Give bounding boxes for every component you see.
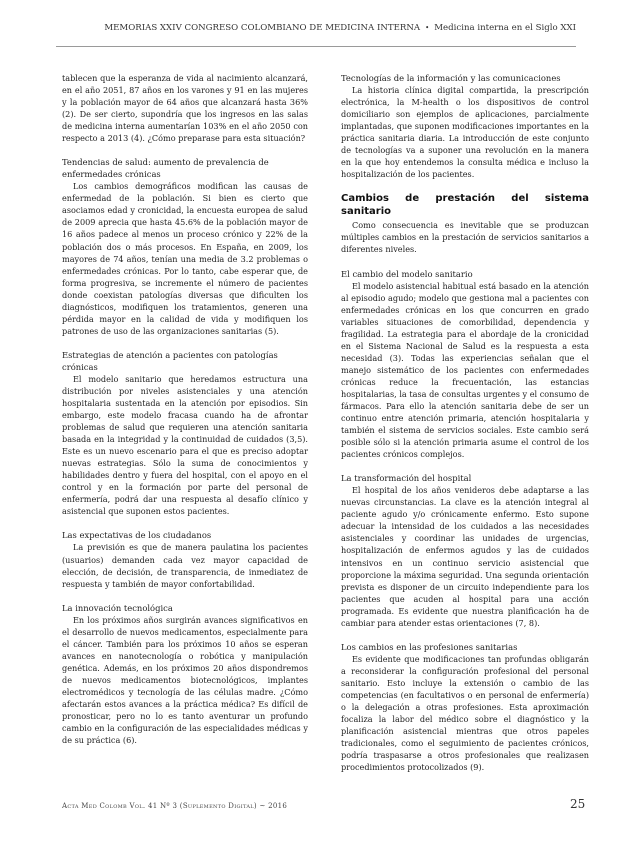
paragraph: En los próximos años surgirán avances significativos en el desarrollo de nuevos medicamentos, especialmente para el cáncer. También para los próximos 10 años se esperan avances en nanotecnología o robótica y manipulación genética. Además, en los próximos 20 años dispondremos de nuevos medicamentos biotecnológicos, implantes electromédicos y tecnología de las células madre. ¿Cómo afectarán estos avances a la práctica médica? Es difícil de pronosticar, pero no lo es tanto aventurar un profundo cambio en la configuración de las especialidades médicas y de su práctica (6). <box>62 614 308 746</box>
journal-citation-text: Acta Med Colomb Vol. 41 Nº 3 (Suplemento Digital) ~ 2016 <box>62 802 288 810</box>
header-title: MEMORIAS XXIV CONGRESO COLOMBIANO DE MEDICINA INTERNA <box>104 23 421 33</box>
paragraph: El hospital de los años venideros debe adaptarse a las nuevas circunstancias. La clave es la atención integral al paciente agudo y/o crónicamente enfermo. Esto supone adecuar la intensidad de los cuidados a las necesidades asistenciales y coordinar las unidades de urgencias, hospitalización de enfermos agudos y las de cuidados intensivos en un continuo servicio asistencial que proporcione la máxima seguridad. Una segunda orientación prevista es disponer de un circuito independiente para los pacientes que acuden al hospital para una acción programada. Es evidente que nuestra planificación ha de cambiar para atender estas orientaciones (7, 8). <box>341 485 589 628</box>
header-subtitle: Medicina interna en el Siglo XXI <box>434 23 576 33</box>
header-separator: • <box>425 24 430 32</box>
header-rule <box>56 46 576 47</box>
paragraph: La previsión es que de manera paulatina los pacientes (usuarios) demanden cada vez mayor capacidad de elección, de decisión, de transparencia, de inmediatez de respuesta y también de mayor confortabilidad. <box>62 542 308 589</box>
subheading-technological-innovation: La innovación tecnológica <box>62 602 173 613</box>
paragraph: Los cambios demográficos modifican las causas de enfermedad de la población. Si bien es cierto que asociamos edad y cronicidad, la encuesta europea de salud de 2009 aprecia que hasta 45.6% de la población mayor de 16 años padece al menos un proceso crónico y 22% de la población dos o más procesos. En España, en 2009, los mayores de 74 años, tenían una media de 3.2 problemas o enfermedades crónicas. Por lo tanto, cabe esperar que, de forma progresiva, se incremente el número de pacientes donde coexistan patologías diversas que dificulten los diagnósticos, modifiquen los tratamientos, generen una pérdida mayor en la calidad de vida y modifiquen los patrones de uso de las organizaciones sanitarias (5). <box>62 181 308 336</box>
subheading-ict: Tecnologías de la información y las comunicaciones <box>341 73 561 83</box>
paragraph: tablecen que la esperanza de vida al nacimiento alcanzará, en el año 2051, 87 años en los varones y 91 en las mujeres y la población mayor de 64 años que alcanzará hasta 36% (2). De ser cierto, supondría que los ingresos en las salas de medicina interna aumentarían 103% en el año 2050 con respecto a 2013 (4). ¿Cómo preparase para esta situación? <box>62 73 308 144</box>
paragraph: Es evidente que modificaciones tan profundas obligarán a reconsiderar la configuración profesional del personal sanitario. Esto incluye la extensión o cambio de las competencias (en facultativos o en personal de enfermería) o la delegación a otras profesiones. Esta aproximación focaliza la labor del médico sobre el diagnóstico y la planificación asistencial mientras que otros papeles tradicionales, como el seguimiento de pacientes crónicos, podría traspasarse a otros profesionales que realizasen procedimientos protocolizados (9). <box>341 653 589 773</box>
paragraph: La historia clínica digital compartida, la prescripción electrónica, la M-health o los dispositivos de control domiciliario son ejemplos de aplicaciones, parcialmente implantadas, que suponen modificaciones importantes en la práctica sanitaria diaria. La introducción de este conjunto de tecnologías va a suponer una revolución en la manera en la que hoy entendemos la consulta médica e incluso la hospitalización de los pacientes. <box>341 85 589 180</box>
subheading-chronic-disease: Tendencias de salud: aumento de prevalencia de enfermedades crónicas <box>62 157 269 180</box>
section-heading: Cambios de prestación del sistema sanitario <box>341 193 589 218</box>
subheading-citizen-expectations: Las expectativas de los ciudadanos <box>62 530 212 541</box>
paragraph: Como consecuencia es inevitable que se produzcan múltiples cambios en la prestación de servicios sanitarios a diferentes niveles. <box>341 220 589 255</box>
paragraph: El modelo sanitario que heredamos estructura una distribución por niveles asistenciales y una atención hospitalaria sustentada en la atención por episodios. Sin embargo, este modelo fracasa cuando ha de afrontar problemas de salud que requieren una atención sanitaria basada en la integridad y la continuidad de cuidados (3,5). Este es un nuevo escenario para el que es preciso adoptar nuevas estrategias. Sólo la suma de conocimientos y habilidades dentro y fuera del hospital, con el apoyo en el control y en la formación por parte del personal de enfermería, podrá dar una respuesta al desafío clínico y asistencial que suponen estos pacientes. <box>62 373 308 517</box>
right-column <box>341 72 589 773</box>
subheading-hospital-transformation: La transformación del hospital <box>341 473 472 484</box>
subheading-care-strategies: Estrategias de atención a pacientes con patologías crónicas <box>62 349 278 372</box>
left-column <box>62 72 308 746</box>
paragraph: El modelo asistencial habitual está basado en la atención al episodio agudo; modelo que gestiona mal a pacientes con enfermedades crónicas en los que concurren en grado variables situaciones de comorbilidad, dependencia y fragilidad. La estrategia para el abordaje de la cronicidad en el Sistema Nacional de Salud es la respuesta a esta necesidad (3). Todas las experiencias señalan que el manejo sistemático de los pacientes con enfermedades crónicas reduce la frecuentación, las estancias hospitalarias, la tasa de consultas urgentes y el consumo de fármacos. Para ello la atención sanitaria debe de ser un continuo entre atención primaria, atención hospitalaria y también el sistema de servicios sociales. Este cambio será posible sólo si la atención primaria asume el control de los pacientes crónicos complejos. <box>341 280 589 460</box>
subheading-profession-changes: Los cambios en las profesiones sanitarias <box>341 641 518 652</box>
page-number: 25 <box>570 797 586 811</box>
journal-citation <box>62 802 287 810</box>
running-header <box>56 23 576 33</box>
subheading-model-change: El cambio del modelo sanitario <box>341 268 473 279</box>
